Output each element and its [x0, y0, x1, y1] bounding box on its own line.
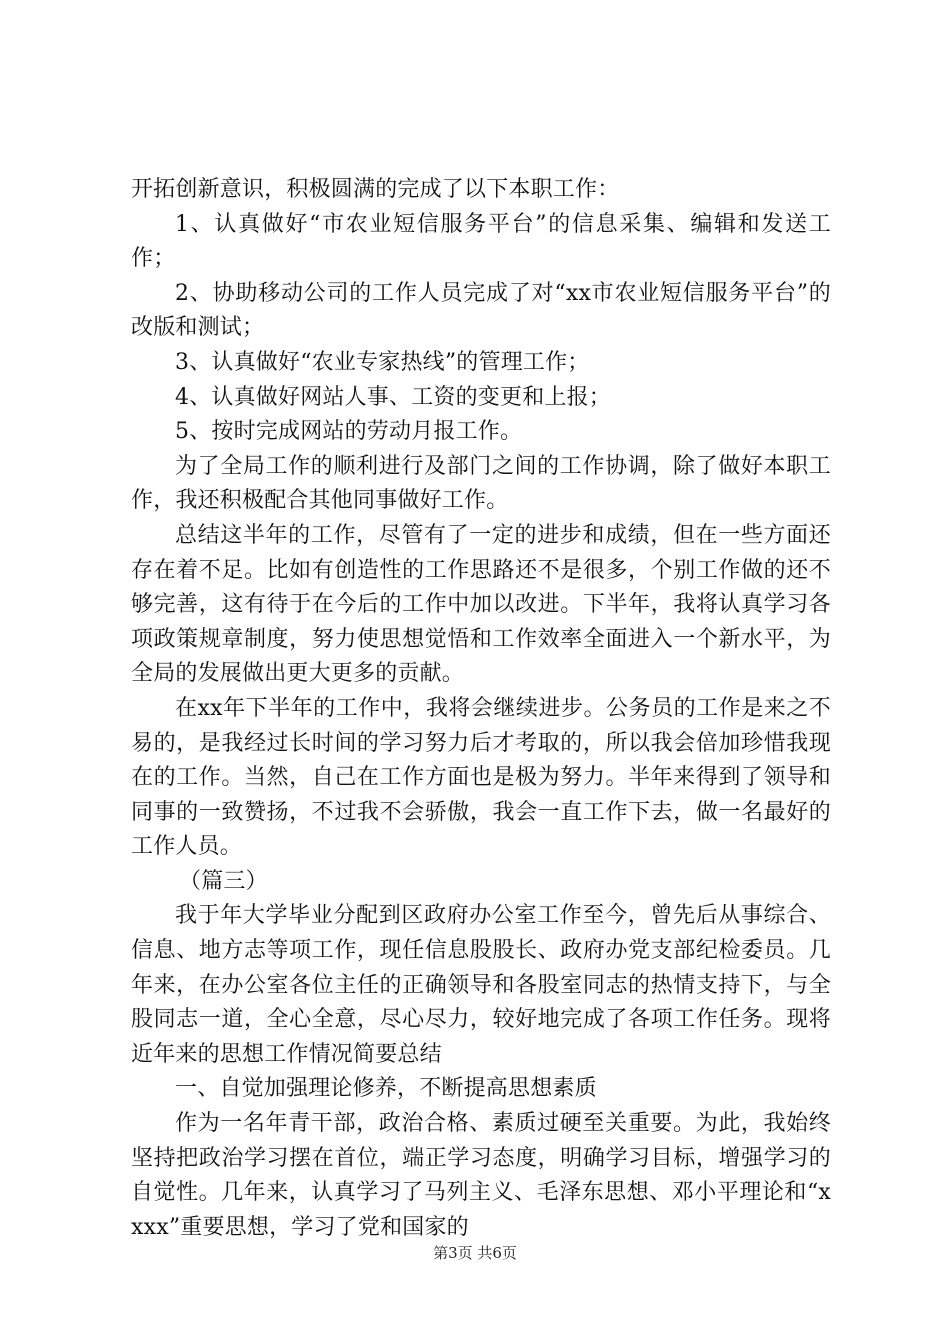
paragraph-intro: 开拓创新意识，积极圆满的完成了以下本职工作：: [131, 177, 620, 202]
section-heading: （篇三）: [179, 868, 268, 894]
list-item-3: 3、认真做好“农业专家热线”的管理工作；: [175, 349, 590, 375]
document-body: [131, 173, 831, 1245]
paragraph-political-study: 作为一名年青干部，政治合格、素质过硬至关重要。为此，我始终坚持把政治学习摆在首位，端正学习态度，明确学习目标，增强学习的自觉性。几年来，认真学习了马列主义、毛泽东思想、邓小平理论和“xxxx”重要思想，学习了党和国家的: [131, 1111, 831, 1240]
list-item-1: 1、认真做好“市农业短信服务平台”的信息采集、编辑和发送工作；: [131, 211, 831, 272]
list-item-2: 2、协助移动公司的工作人员完成了对“xx市农业短信服务平台”的改版和测试；: [131, 280, 831, 341]
list-item-5: 5、按时完成网站的劳动月报工作。: [175, 419, 523, 445]
paragraph-cooperation: 为了全局工作的顺利进行及部门之间的工作协调，除了做好本职工作，我还积极配合其他同事做好工作。: [131, 453, 831, 514]
paragraph-summary: 总结这半年的工作，尽管有了一定的进步和成绩，但在一些方面还存在着不足。比如有创造性的工作思路还不是很多，个别工作做的还不够完善，这有待于在今后的工作中加以改进。下半年，我将认真学习各项政策规章制度，努力使思想觉悟和工作效率全面进入一个新水平，为全局的发展做出更大更多的贡献。: [131, 522, 831, 687]
page-footer: 第3页 共6页: [433, 1244, 517, 1262]
paragraph-second-half: 在xx年下半年的工作中，我将会继续进步。公务员的工作是来之不易的，是我经过长时间的学习努力后才考取的，所以我会倍加珍惜我现在的工作。当然，自己在工作方面也是极为努力。半年来得到了领导和同事的一致赞扬，不过我不会骄傲，我会一直工作下去，做一名最好的工作人员。: [131, 695, 831, 860]
list-item-4: 4、认真做好网站人事、工资的变更和上报；: [175, 384, 611, 410]
subheading-theory: 一、自觉加强理论修养，不断提高思想素质: [175, 1076, 597, 1102]
paragraph-part-three-intro: 我于年大学毕业分配到区政府办公室工作至今，曾先后从事综合、信息、地方志等项工作，现任信息股股长、政府办党支部纪检委员。几年来，在办公室各位主任的正确领导和各股室同志的热情支持下，与全股同志一道，全心全意，尽心尽力，较好地完成了各项工作任务。现将近年来的思想工作情况简要总结: [131, 903, 831, 1067]
